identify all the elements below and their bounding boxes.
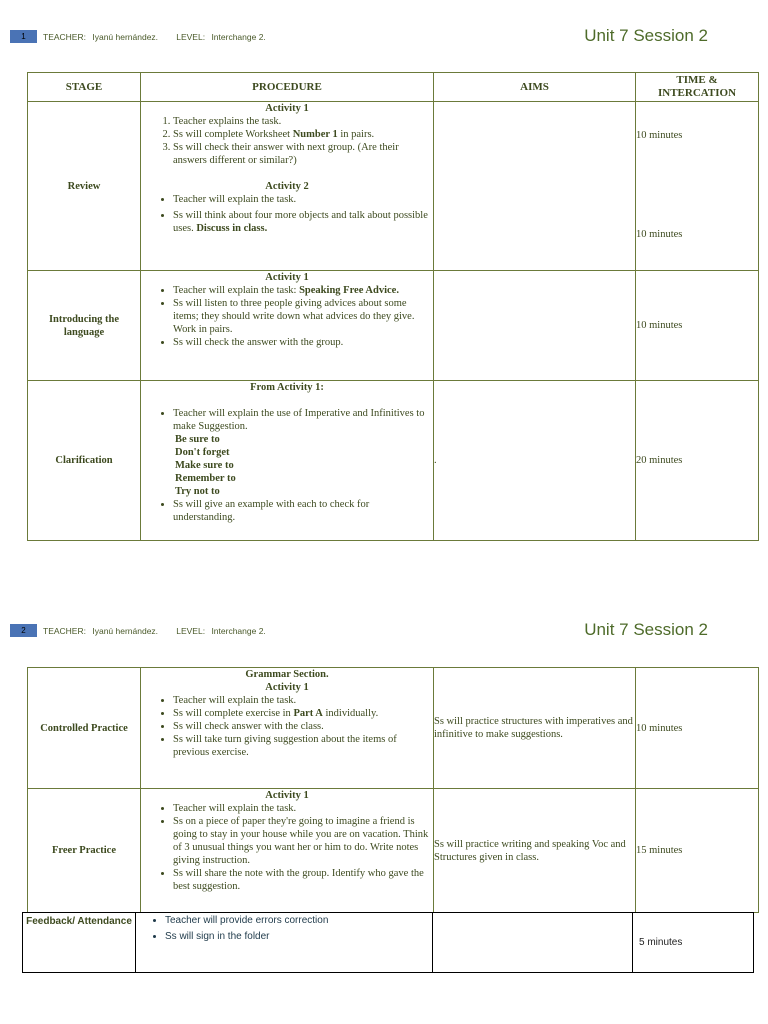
activity-list xyxy=(141,498,433,524)
list-item: • Ss will listen to three people giving advices about some items; they should write down what advices do they give. Work in pairs. xyxy=(173,297,433,336)
aims-review xyxy=(434,102,636,271)
list-item: 2. Ss will complete Worksheet Number 1 in pairs. xyxy=(173,128,433,141)
time-controlled-practice: 10 minutes xyxy=(636,668,759,789)
aims-feedback xyxy=(433,913,633,973)
stage-clarification: Clarification xyxy=(28,381,141,541)
list-item: • Ss will sign in the folder xyxy=(165,930,431,944)
feedback-table xyxy=(22,912,754,973)
activity-title: Activity 1 xyxy=(265,272,309,283)
phrase-item: Don't forget xyxy=(175,447,230,458)
list-item: • Teacher will explain the task. xyxy=(173,694,433,707)
level-label: LEVEL: xyxy=(176,626,206,636)
header-time-line2: INTERCATION xyxy=(657,87,737,99)
page-number-1: 1 xyxy=(10,30,37,43)
list-item: • Ss will share the note with the group. Identify who gave the best suggestion. xyxy=(173,867,433,893)
aims-controlled-practice: Ss will practice structures with imperatives and infinitive to make suggestions. xyxy=(434,668,636,789)
header-time xyxy=(636,73,759,102)
list-item: • Teacher will explain the task: Speaking Free Advice. xyxy=(173,284,433,297)
activity-title: Activity 1 xyxy=(265,682,309,693)
procedure-clarification xyxy=(141,381,434,541)
activity-list xyxy=(141,284,433,349)
stage-freer-practice: Freer Practice xyxy=(28,789,141,913)
list-item: • Ss will check answer with the class. xyxy=(173,720,433,733)
lesson-plan-table-2 xyxy=(27,667,759,913)
unit-title: Unit 7 Session 2 xyxy=(584,26,708,45)
list-item: 3. Ss will check their answer with next group. (Are their answers different or similar?) xyxy=(173,141,433,167)
time-introducing: 10 minutes xyxy=(636,271,759,381)
level-value: Interchange 2. xyxy=(211,626,266,636)
time-review xyxy=(636,102,759,271)
list-item: • Ss will check the answer with the group. xyxy=(173,336,433,349)
teacher-name: Iyanú hernández. xyxy=(92,32,159,42)
stage-introducing: Introducing the language xyxy=(28,271,141,381)
time-clarification: 20 minutes xyxy=(636,381,759,541)
section-title: Grammar Section. xyxy=(245,669,329,680)
activity-list xyxy=(141,115,433,167)
page-number-2: 2 xyxy=(10,624,37,637)
level-label: LEVEL: xyxy=(176,32,206,42)
header-time-line1: TIME & xyxy=(676,74,718,86)
activity-title: Activity 2 xyxy=(265,181,309,192)
procedure-feedback xyxy=(136,913,433,973)
stage-controlled-practice: Controlled Practice xyxy=(28,668,141,789)
procedure-introducing xyxy=(141,271,434,381)
list-item: 1. Teacher explains the task. xyxy=(173,115,433,128)
activity-list xyxy=(141,802,433,893)
procedure-controlled-practice xyxy=(141,668,434,789)
phrase-item: Be sure to xyxy=(175,434,220,445)
header-procedure: PROCEDURE xyxy=(141,73,434,102)
activity-list xyxy=(141,407,433,433)
header-aims: AIMS xyxy=(434,73,636,102)
activity-title: Activity 1 xyxy=(265,790,309,801)
list-item: • Teacher will explain the task. xyxy=(173,193,433,206)
list-item: • Teacher will provide errors correction xyxy=(165,914,431,928)
procedure-freer-practice xyxy=(141,789,434,913)
teacher-name: Iyanú hernández. xyxy=(92,626,159,636)
list-item: • Ss will take turn giving suggestion about the items of previous exercise. xyxy=(173,733,433,759)
list-item: • Teacher will explain the task. xyxy=(173,802,433,815)
list-item: • Ss will think about four more objects and talk about possible uses. Discuss in class. xyxy=(173,209,433,235)
aims-introducing xyxy=(434,271,636,381)
aims-freer-practice: Ss will practice writing and speaking Voc and Structures given in class. xyxy=(434,789,636,913)
procedure-review xyxy=(141,102,434,271)
time-feedback: 5 minutes xyxy=(633,913,754,973)
phrase-item: Remember to xyxy=(175,473,236,484)
list-item: • Ss on a piece of paper they're going to imagine a friend is going to stay in your house while you are on vacation. Think of 3 unusual things you want her or him to do. Write notes giving instruction. xyxy=(173,815,433,867)
teacher-line xyxy=(43,32,270,42)
teacher-line xyxy=(43,626,270,636)
header-stage: STAGE xyxy=(28,73,141,102)
list-item: • Ss will give an example with each to check for understanding. xyxy=(173,498,433,524)
time-freer-practice: 15 minutes xyxy=(636,789,759,913)
page-header-1 xyxy=(0,26,768,60)
stage-review: Review xyxy=(28,102,141,271)
teacher-label: TEACHER: xyxy=(43,32,86,42)
level-value: Interchange 2. xyxy=(211,32,266,42)
activity-list xyxy=(141,694,433,759)
phrase-item: Try not to xyxy=(175,486,220,497)
time-value: 10 minutes xyxy=(636,229,683,240)
activity-list xyxy=(137,914,431,944)
unit-title: Unit 7 Session 2 xyxy=(584,620,708,639)
lesson-plan-table-1 xyxy=(27,72,759,541)
list-item: • Ss will complete exercise in Part A individually. xyxy=(173,707,433,720)
aims-clarification: . xyxy=(434,381,636,541)
time-value: 10 minutes xyxy=(636,130,683,141)
activity-title: From Activity 1: xyxy=(250,382,324,393)
page-header-2 xyxy=(0,620,768,654)
activity-title: Activity 1 xyxy=(265,103,309,114)
teacher-label: TEACHER: xyxy=(43,626,86,636)
list-item: • Teacher will explain the use of Imperative and Infinitives to make Suggestion. xyxy=(173,407,433,433)
phrase-item: Make sure to xyxy=(175,460,234,471)
stage-feedback: Feedback/ Attendance xyxy=(23,913,136,973)
activity-list xyxy=(141,193,433,235)
